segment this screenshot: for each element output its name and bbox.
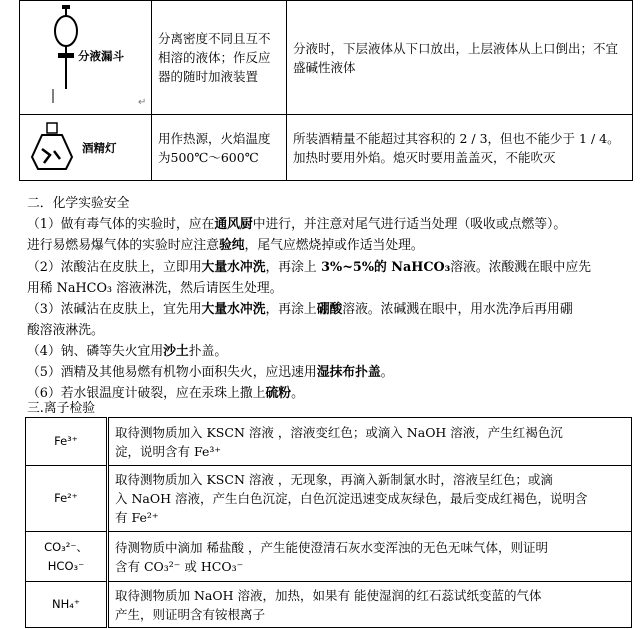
method-line: 入 NaOH 溶液，产生白色沉淀，白色沉淀迅速变成灰绿色，最后变成红褐色，说明含 bbox=[115, 491, 588, 506]
method-line: 待测物质中滴加 稀盐酸 ，产生能使澄清石灰水变浑浊的无色无味气体，则证明 bbox=[115, 539, 548, 555]
apparatus-image-cell bbox=[20, 1, 152, 115]
item-text: （3）浓碱沾在皮肤上，宜先用 bbox=[27, 302, 202, 317]
safety-item bbox=[27, 258, 632, 278]
ion-row bbox=[26, 532, 632, 582]
item-bold: 沙土 bbox=[163, 344, 189, 359]
method-line: 产生，则证明含有铵根离子 bbox=[115, 606, 266, 622]
ion-name: Fe³⁺ bbox=[26, 418, 108, 466]
ion-method bbox=[108, 418, 632, 466]
item-text: （5）酒精及其他易燃有机物小面积失火，应迅速用 bbox=[27, 365, 317, 380]
ion-method bbox=[108, 582, 632, 628]
item-text: 扑盖。 bbox=[188, 344, 228, 359]
item-bold: 3%~5%的 NaHCO₃ bbox=[316, 260, 451, 275]
ion-row bbox=[26, 418, 632, 466]
safety-item bbox=[27, 321, 632, 341]
item-text: 。 bbox=[291, 386, 304, 401]
ion-method bbox=[108, 532, 632, 582]
safety-item bbox=[27, 300, 632, 320]
safety-item bbox=[27, 279, 632, 299]
section-heading: 二．化学实验安全 bbox=[27, 196, 130, 211]
item-text: ，再涂上 bbox=[265, 260, 317, 275]
safety-item bbox=[27, 342, 632, 362]
item-text: （2）浓酸沾在皮肤上，立即用 bbox=[27, 260, 202, 275]
apparatus-use: 分离密度不同且互不相溶的液体；作反应器的随时加液装置 bbox=[152, 1, 287, 115]
safety-item bbox=[27, 363, 632, 383]
item-text: 溶液。浓酸溅在眼中应先 bbox=[450, 260, 592, 275]
apparatus-image-cell bbox=[20, 115, 152, 181]
item-text: （1）做有毒气体的实验时，应在 bbox=[27, 217, 215, 232]
ion-row bbox=[26, 582, 632, 628]
ion-row bbox=[26, 466, 632, 532]
apparatus-row bbox=[20, 1, 633, 115]
method-line: 取待测物质加 NaOH 溶液，加热，如果有 能使湿润的红石蕊试纸变蓝的气体 bbox=[115, 587, 542, 603]
item-bold: 大量水冲洗 bbox=[201, 260, 266, 275]
item-text: （6）若水银温度计破裂，应在汞珠上撒上 bbox=[27, 386, 266, 401]
item-text: （4）钠、磷等失火宜用 bbox=[27, 344, 164, 359]
apparatus-name: 酒精灯 bbox=[82, 141, 117, 155]
method-line: 取待测物质加入 KSCN 溶液 ，无现象，再滴入新制氯水时，溶液呈红色；或滴 bbox=[115, 472, 553, 487]
item-text: 用稀 NaHCO₃ 溶液淋洗，然后请医生处理。 bbox=[27, 281, 283, 296]
method-line: 淀，说明含有 Fe³⁺ bbox=[115, 443, 221, 459]
item-bold: 湿抹布扑盖 bbox=[316, 365, 381, 380]
method-line: 取待测物质加入 KSCN 溶液 ，溶液变红色；或滴入 NaOH 溶液，产生红褐色沉 bbox=[115, 424, 563, 440]
method-line: 有 Fe²⁺ bbox=[115, 510, 159, 525]
ion-method bbox=[108, 466, 632, 532]
ion-name: NH₄⁺ bbox=[26, 582, 108, 628]
apparatus-name: 分液漏斗 bbox=[78, 49, 124, 63]
item-bold: 硼酸 bbox=[316, 302, 343, 317]
ion-test-table bbox=[25, 417, 632, 628]
item-bold: 通风厨 bbox=[214, 217, 253, 232]
apparatus-row bbox=[20, 115, 633, 181]
paragraph-mark: ↵ bbox=[138, 97, 147, 108]
safety-item bbox=[27, 236, 632, 256]
section-heading: 三.离子检验 bbox=[27, 401, 96, 416]
apparatus-notes: 所装酒精量不能超过其容积的 2 / 3，但也不能少于 1 / 4。加热时要用外焰。熄灭时要用盖盖灭，不能吹灭 bbox=[287, 115, 633, 181]
item-text: 。 bbox=[380, 365, 394, 380]
item-text: ，尾气应燃烧掉或作适当处理。 bbox=[244, 238, 424, 253]
ion-name: Fe²⁺ bbox=[26, 466, 108, 532]
item-text: ，再涂上 bbox=[265, 302, 317, 317]
item-bold: 硫粉 bbox=[265, 386, 292, 401]
item-text: 酸溶液淋洗。 bbox=[27, 323, 104, 338]
method-line: 含有 CO₃²⁻ 或 HCO₃⁻ bbox=[115, 558, 244, 574]
item-text: 溶液。浓碱溅在眼中，用水洗净后再用硼 bbox=[342, 302, 573, 317]
item-bold: 验纯 bbox=[218, 238, 245, 253]
item-text: 进行易燃易爆气体的实验时应注意 bbox=[27, 238, 219, 253]
item-bold: 大量水冲洗 bbox=[201, 302, 266, 317]
apparatus-use: 用作热源，火焰温度为500℃～600℃ bbox=[152, 115, 287, 181]
apparatus-table bbox=[19, 0, 633, 181]
ion-name: CO₃²⁻、HCO₃⁻ bbox=[26, 532, 108, 582]
safety-item bbox=[27, 215, 632, 235]
item-text: 中进行，并注意对尾气进行适当处理（吸收或点燃等）。 bbox=[252, 217, 567, 232]
apparatus-notes: 分液时，下层液体从下口放出，上层液体从上口倒出；不宜盛碱性液体 bbox=[287, 1, 633, 115]
